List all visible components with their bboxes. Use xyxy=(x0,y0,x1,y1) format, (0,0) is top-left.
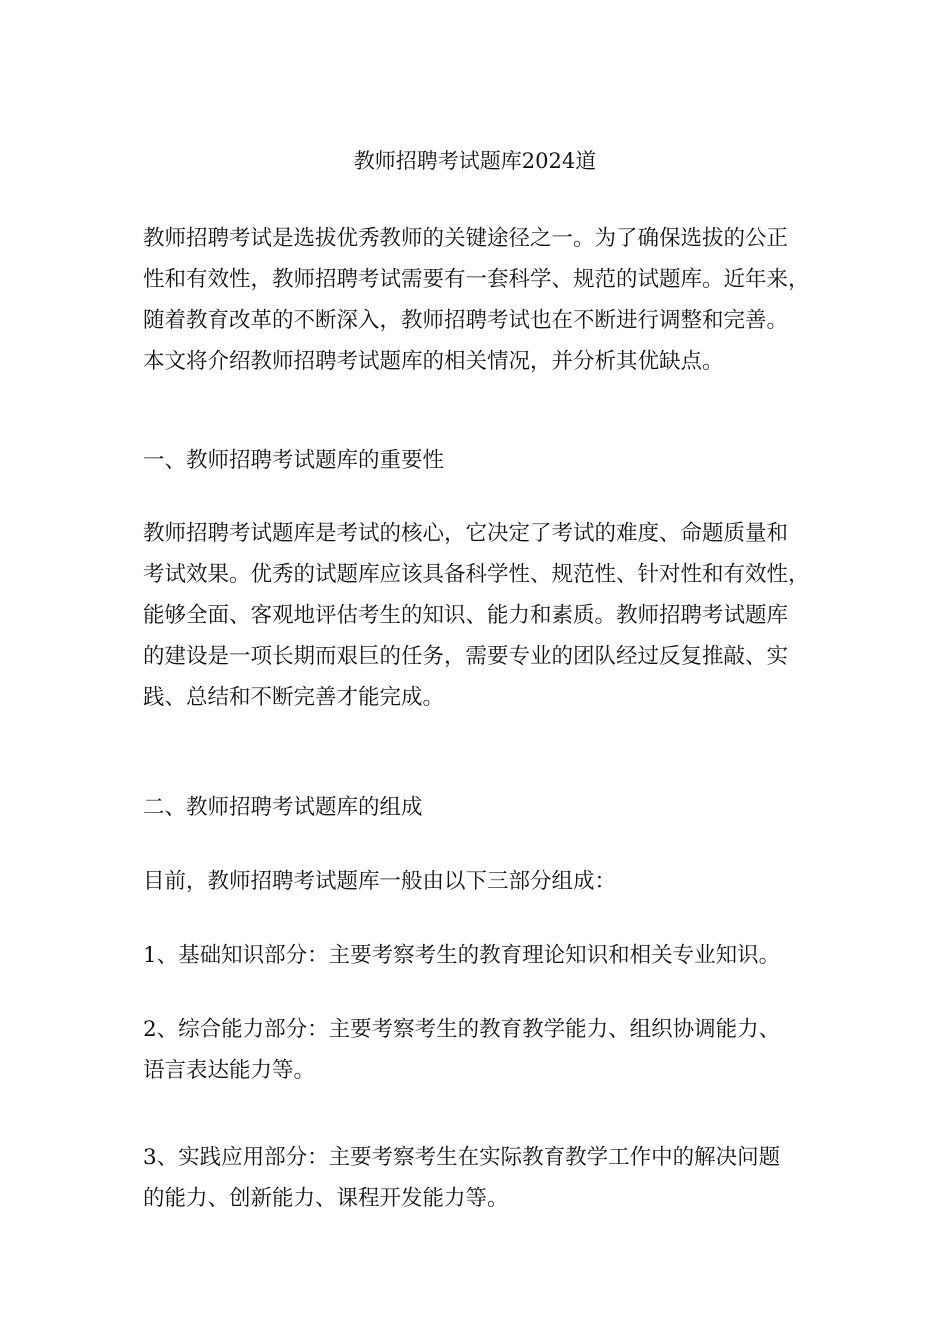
text-line: 目前，教师招聘考试题库一般由以下三部分组成： xyxy=(143,869,617,894)
text-line: 语言表达能力等。 xyxy=(143,1058,316,1083)
document-title: 教师招聘考试题库2024道 xyxy=(353,149,597,173)
text-line: 2、综合能力部分：主要考察考生的教育教学能力、组织协调能力、 xyxy=(143,1017,781,1042)
text-line: 教师招聘考试题库是考试的核心，它决定了考试的难度、命题质量和 xyxy=(143,521,789,546)
text-line: 3、实践应用部分：主要考察考生在实际教育教学工作中的解决问题 xyxy=(143,1145,781,1170)
text-line: 随着教育改革的不断深入，教师招聘考试也在不断进行调整和完善。 xyxy=(143,308,789,333)
text-line: 的建设是一项长期而艰巨的任务，需要专业的团队经过反复推敲、实 xyxy=(143,644,789,669)
intro-paragraph xyxy=(143,218,808,382)
list-item-3 xyxy=(143,1137,808,1219)
list-item-1 xyxy=(143,935,808,976)
section-2-intro xyxy=(143,861,808,902)
section-1-paragraph xyxy=(143,513,808,718)
list-item-2 xyxy=(143,1009,808,1091)
text-line: 践、总结和不断完善才能完成。 xyxy=(143,685,445,710)
text-line: 1、基础知识部分：主要考察考生的教育理论知识和相关专业知识。 xyxy=(143,943,781,968)
text-line: 的能力、创新能力、课程开发能力等。 xyxy=(143,1186,509,1211)
text-line: 二、教师招聘考试题库的组成 xyxy=(143,795,423,820)
text-line: 考试效果。优秀的试题库应该具备科学性、规范性、针对性和有效性， xyxy=(143,562,810,587)
text-line: 能够全面、客观地评估考生的知识、能力和素质。教师招聘考试题库 xyxy=(143,603,789,628)
text-line: 本文将介绍教师招聘考试题库的相关情况，并分析其优缺点。 xyxy=(143,349,724,374)
section-2-heading xyxy=(143,787,808,828)
text-line: 性和有效性，教师招聘考试需要有一套科学、规范的试题库。近年来， xyxy=(143,267,810,292)
text-line: 一、教师招聘考试题库的重要性 xyxy=(143,448,445,473)
text-line: 教师招聘考试是选拔优秀教师的关键途径之一。为了确保选拔的公正 xyxy=(143,226,789,251)
section-1-heading xyxy=(143,440,808,481)
